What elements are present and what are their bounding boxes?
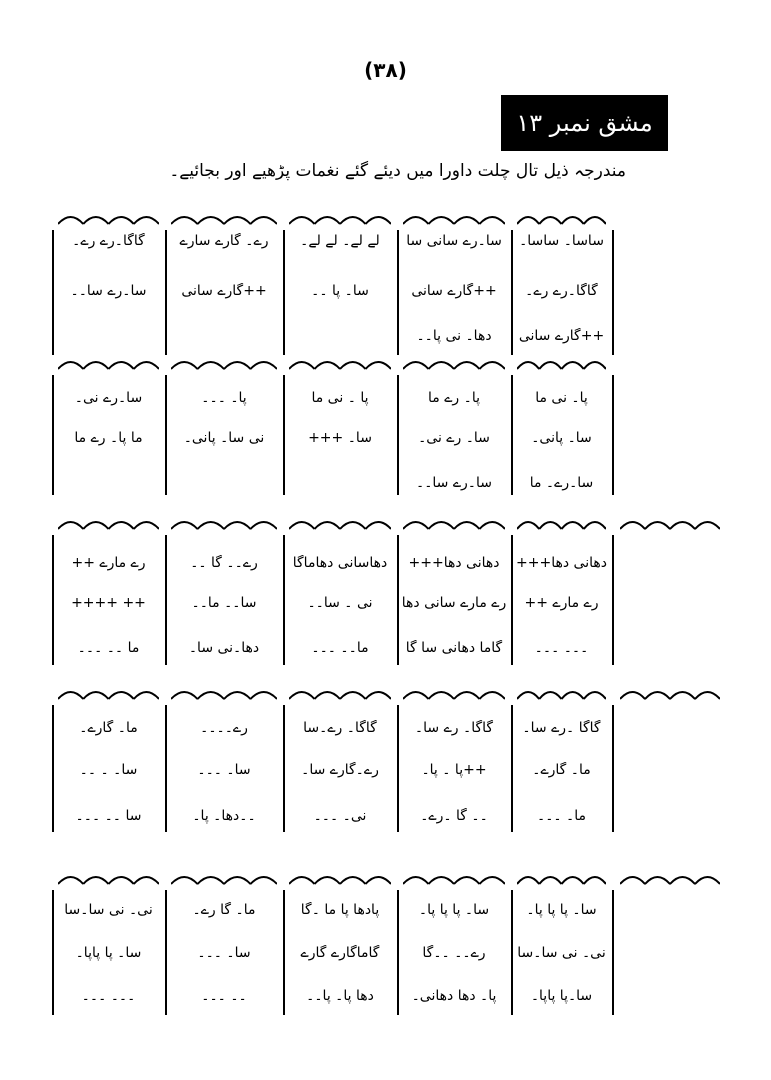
notation-cell: گاگا۔رے رے۔ xyxy=(72,233,145,249)
notation-cell: پا۔ ۔۔۔ xyxy=(201,390,247,406)
notation-cell: رے۔۔ گا ۔۔ xyxy=(190,555,258,571)
beat-arc xyxy=(289,870,391,888)
beat-arc xyxy=(517,515,606,533)
bar-line xyxy=(612,535,614,665)
beat-arc xyxy=(517,685,606,703)
notation-cell: رے۔گارے سا۔ xyxy=(301,762,379,778)
notation-cell: گاماگارے گارے xyxy=(300,945,380,961)
notation-cell: سا۔۔ ما۔۔ xyxy=(191,595,257,611)
notation-cell: ما ۔۔ ۔۔۔ xyxy=(77,640,140,656)
beat-arc xyxy=(403,685,505,703)
beat-arc xyxy=(58,210,159,228)
exercise-title: مشق نمبر ۱۳ xyxy=(501,95,668,151)
notation-cell: نی ۔ سا۔۔ xyxy=(307,595,373,611)
notation-cell: سا۔رے سا۔۔ xyxy=(415,475,492,491)
beat-arc xyxy=(620,515,720,533)
notation-cell: سا ۔۔ ۔۔۔ xyxy=(75,808,142,824)
bar-line xyxy=(612,890,614,1015)
bar-line xyxy=(612,230,614,355)
notation-cell: لے لے۔ لے لے۔ xyxy=(300,233,380,249)
beat-arc xyxy=(289,685,391,703)
notation-cell: سا۔ پا پا پا۔ xyxy=(526,902,597,918)
beat-arc xyxy=(171,210,277,228)
notation-cell: گاگا۔رے رے۔ xyxy=(525,283,598,299)
page-number: (۳۸) xyxy=(364,58,407,82)
notation-cell: سا۔رے سا۔۔ xyxy=(70,283,147,299)
notation-cell: سا۔ پا ۔۔ xyxy=(311,283,369,299)
beat-arc xyxy=(289,515,391,533)
notation-cell: سا۔ پا پا پا۔ xyxy=(418,902,490,918)
notation-cell: ۔۔۔ ۔۔۔ xyxy=(81,988,136,1004)
notation-cell: ۔۔دھا۔ پا۔ xyxy=(192,808,256,824)
notation-cell: پا۔ نی ما xyxy=(535,390,588,406)
bar-line xyxy=(612,375,614,495)
notation-cell: رے مارے ++ xyxy=(524,595,599,611)
notation-cell: سا۔رے۔ ما xyxy=(529,475,594,491)
beat-arc xyxy=(620,685,720,703)
notation-cell: سا۔ پا پاپا۔ xyxy=(75,945,142,961)
notation-cell: پادھا پا ما ۔گا xyxy=(300,902,380,918)
notation-cell: رے مارے ++ xyxy=(71,555,146,571)
notation-cell: سا۔رے نی۔ xyxy=(74,390,143,406)
beat-arc xyxy=(403,515,505,533)
notation-cell: نی۔ نی سا۔سا xyxy=(64,902,153,918)
notation-cell: ما پا۔ رے ما xyxy=(74,430,143,446)
beat-arc xyxy=(171,685,277,703)
beat-arc xyxy=(403,210,505,228)
notation-cell: دھانی دھا+++ xyxy=(516,555,607,571)
instruction-text: مندرجہ ذیل تال چلت داورا میں دیئے گئے نغمات پڑھیے اور بجائیے۔ xyxy=(169,161,626,181)
notation-cell: سا۔ ۔۔۔ xyxy=(197,945,251,961)
notation-cell: دھاسانی دھاماگا xyxy=(292,555,388,571)
notation-cell: دھا۔ نی پا۔۔ xyxy=(416,328,492,344)
beat-arc xyxy=(403,870,505,888)
beat-arc xyxy=(289,355,391,373)
notation-cell: ساسا۔ ساسا۔ xyxy=(519,233,604,249)
notation-cell: سا۔ رے نی۔ xyxy=(418,430,490,446)
notation-cell: ۔۔ گا ۔رے۔ xyxy=(420,808,488,824)
notation-cell: نی سا۔ پانی۔ xyxy=(183,430,265,446)
notation-cell: ما۔ ۔۔۔ xyxy=(536,808,587,824)
beat-arc xyxy=(171,870,277,888)
notation-cell: ++گارے سانی xyxy=(181,283,267,299)
beat-arc xyxy=(58,685,159,703)
notation-cell: سا۔ ۔۔۔ xyxy=(197,762,251,778)
notation-cell: گاما دھانی سا گا xyxy=(405,640,503,656)
notation-cell: ما۔۔ ۔۔۔ xyxy=(311,640,369,656)
notation-cell: گاگا ۔رے سا۔ xyxy=(522,720,601,736)
notation-cell: دھا پا۔ پا۔۔ xyxy=(306,988,374,1004)
beat-arc xyxy=(620,870,720,888)
notation-cell: رے۔۔۔۔ xyxy=(200,720,248,736)
beat-arc xyxy=(289,210,391,228)
notation-cell: رے۔۔ ۔۔گا xyxy=(422,945,486,961)
notation-cell: سا۔پا پاپا۔ xyxy=(530,988,593,1004)
beat-arc xyxy=(171,355,277,373)
notation-cell: سا۔ ۔ ۔۔ xyxy=(79,762,138,778)
beat-arc xyxy=(58,355,159,373)
notation-cell: ++گارے سانی xyxy=(411,283,497,299)
notation-cell: ++پا ۔ پا۔ xyxy=(421,762,487,778)
beat-arc xyxy=(58,515,159,533)
beat-arc xyxy=(517,355,606,373)
notation-cell: ما۔ گارے۔ xyxy=(532,762,591,778)
beat-arc xyxy=(403,355,505,373)
notation-cell: رے مارے سانی دھا xyxy=(401,595,507,611)
beat-arc xyxy=(517,210,606,228)
notation-cell: ۔۔ ۔۔۔ xyxy=(201,988,247,1004)
beat-arc xyxy=(517,870,606,888)
notation-cell: دھا۔نی سا۔ xyxy=(188,640,260,656)
notation-cell: ما۔ گا رے۔ xyxy=(192,902,256,918)
notation-cell: سا۔ پانی۔ xyxy=(531,430,592,446)
notation-cell: سا۔رے سانی سا xyxy=(406,233,502,249)
notation-cell: گاگا۔ رے سا۔ xyxy=(414,720,494,736)
notation-cell: نی۔ ۔۔۔ xyxy=(313,808,367,824)
notation-cell: پا۔ دھا دھانی۔ xyxy=(411,988,497,1004)
beat-arc xyxy=(171,515,277,533)
notation-cell: ما۔ گارے۔ xyxy=(79,720,138,736)
notation-cell: گاگا۔ رے۔سا xyxy=(303,720,377,736)
notation-cell: ++گارے سانی xyxy=(518,328,605,344)
bar-line xyxy=(612,705,614,832)
notation-cell: ۔۔۔ ۔۔۔ xyxy=(534,640,589,656)
notation-cell: ++ ++++ xyxy=(71,595,146,611)
notation-cell: رے۔ گارے سارے xyxy=(179,233,269,249)
notation-cell: پا۔ رے ما xyxy=(428,390,480,406)
notation-cell: پا ۔ نی ما xyxy=(311,390,369,406)
notation-cell: دھانی دھا+++ xyxy=(408,555,500,571)
notation-cell: سا۔ +++ xyxy=(308,430,372,446)
notation-cell: نی۔ نی سا۔سا xyxy=(517,945,606,961)
beat-arc xyxy=(58,870,159,888)
